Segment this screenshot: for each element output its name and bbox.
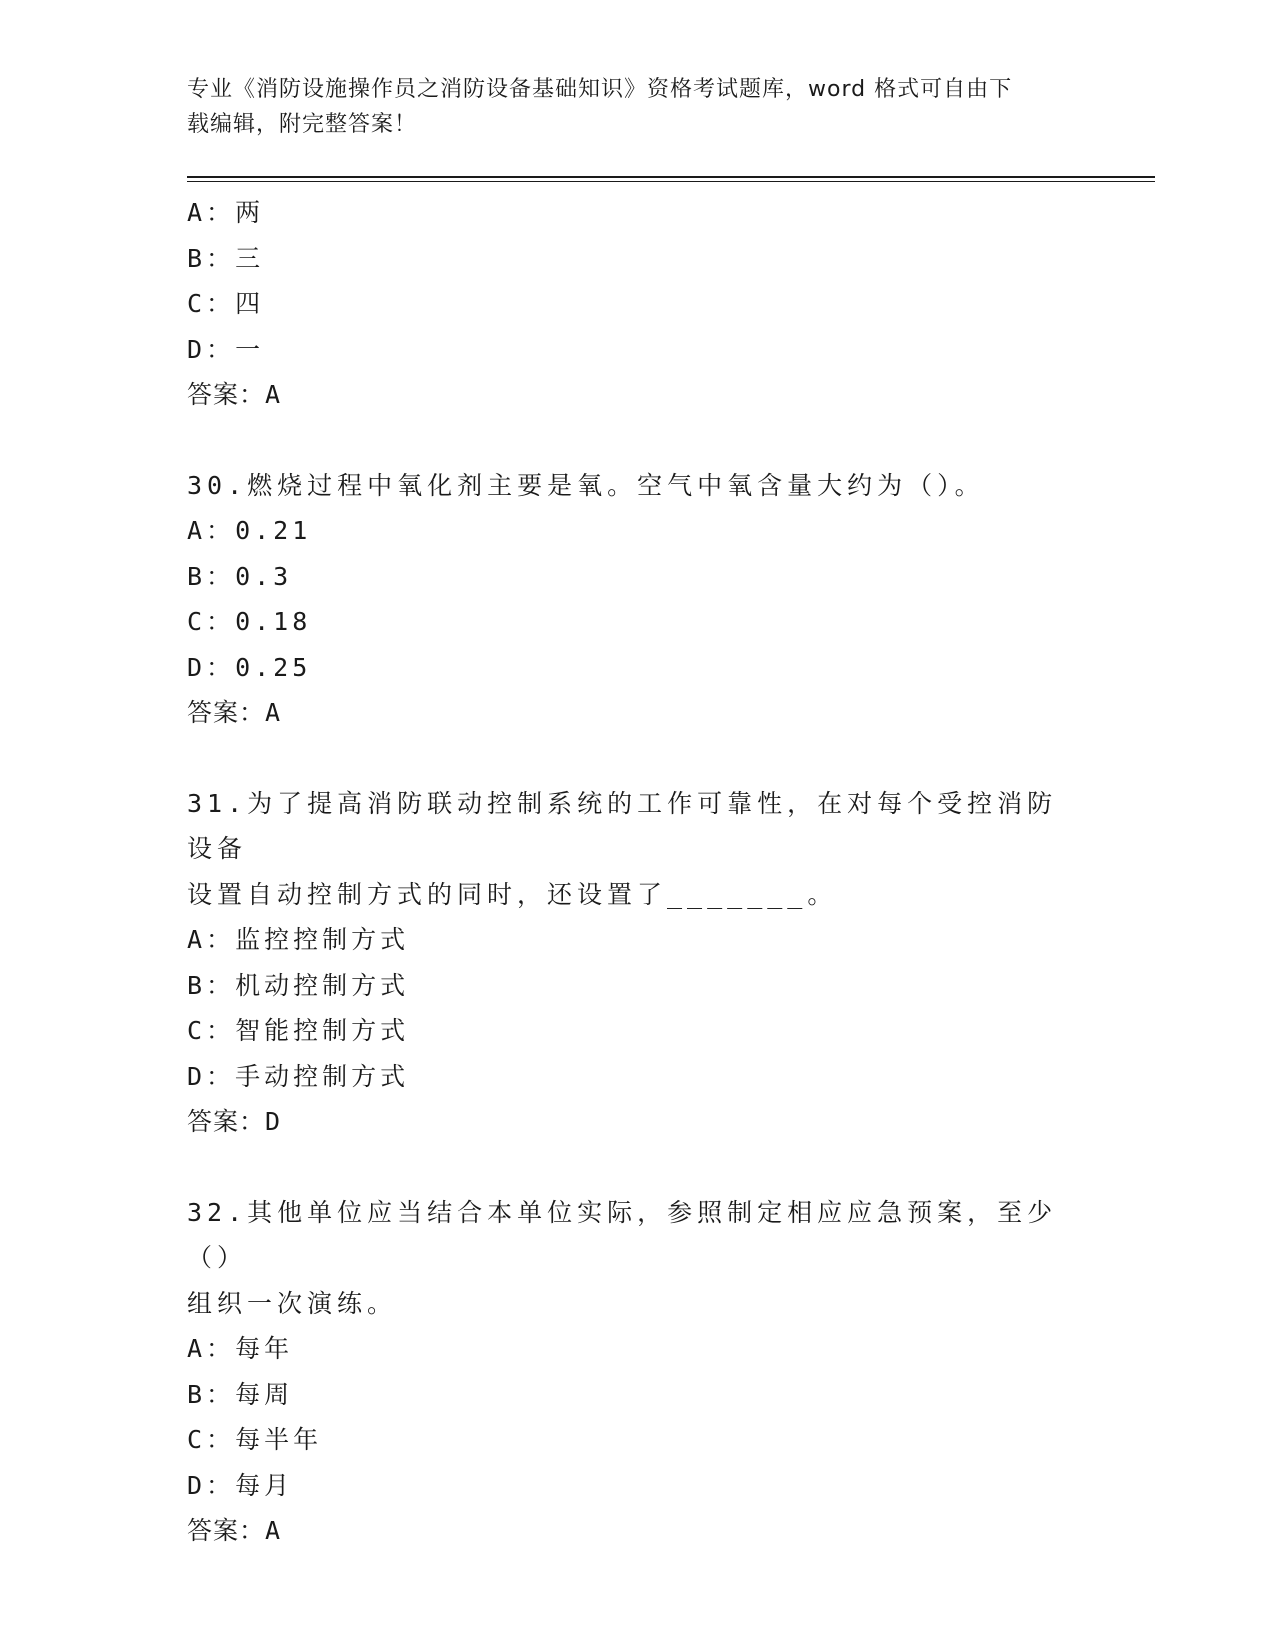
header-divider-thick: [187, 176, 1155, 178]
question-29: [187, 190, 1087, 418]
question-30: [187, 463, 1087, 736]
question-stem-line-1: 32.其他单位应当结合本单位实际，参照制定相应应急预案，至少（）: [187, 1197, 1058, 1272]
option-d: D：一: [187, 334, 265, 364]
option-a: A：每年: [187, 1334, 294, 1363]
option-c: C：智能控制方式: [187, 1016, 410, 1045]
question-stem-line-2: 组织一次演练。: [187, 1288, 398, 1318]
question-32: [187, 1190, 1087, 1554]
option-b: B：0.3: [187, 561, 293, 591]
option-d: D：手动控制方式: [187, 1061, 410, 1091]
answer: 答案：D: [187, 1107, 282, 1136]
option-b: B：三: [187, 243, 265, 273]
option-c: C：四: [187, 289, 265, 318]
header-line-1: 专业《消防设施操作员之消防设备基础知识》资格考试题库，word 格式可自由下: [187, 77, 1013, 102]
option-c: C：0.18: [187, 607, 312, 636]
option-c: C：每半年: [187, 1425, 323, 1454]
option-b: B：机动控制方式: [187, 970, 410, 1000]
answer: 答案：A: [187, 1516, 282, 1545]
header-divider-thin: [187, 181, 1155, 182]
answer: 答案：A: [187, 380, 282, 409]
question-list: [187, 190, 1087, 1599]
header-line-2: 载编辑，附完整答案！: [187, 112, 418, 137]
option-d: D：0.25: [187, 652, 312, 682]
question-stem: 30.燃烧过程中氧化剂主要是氧。空气中氧含量大约为（）。: [187, 470, 985, 500]
option-d: D：每月: [187, 1470, 294, 1500]
question-stem-line-1: 31.为了提高消防联动控制系统的工作可靠性，在对每个受控消防设备: [187, 788, 1058, 863]
option-a: A：两: [187, 198, 265, 227]
option-a: A：0.21: [187, 516, 312, 545]
question-31: [187, 781, 1087, 1145]
option-a: A：监控控制方式: [187, 925, 410, 954]
answer: 答案：A: [187, 698, 282, 727]
option-b: B：每周: [187, 1379, 294, 1409]
question-stem-line-2: 设置自动控制方式的同时，还设置了_______。: [187, 879, 838, 909]
document-header: [187, 72, 1067, 142]
